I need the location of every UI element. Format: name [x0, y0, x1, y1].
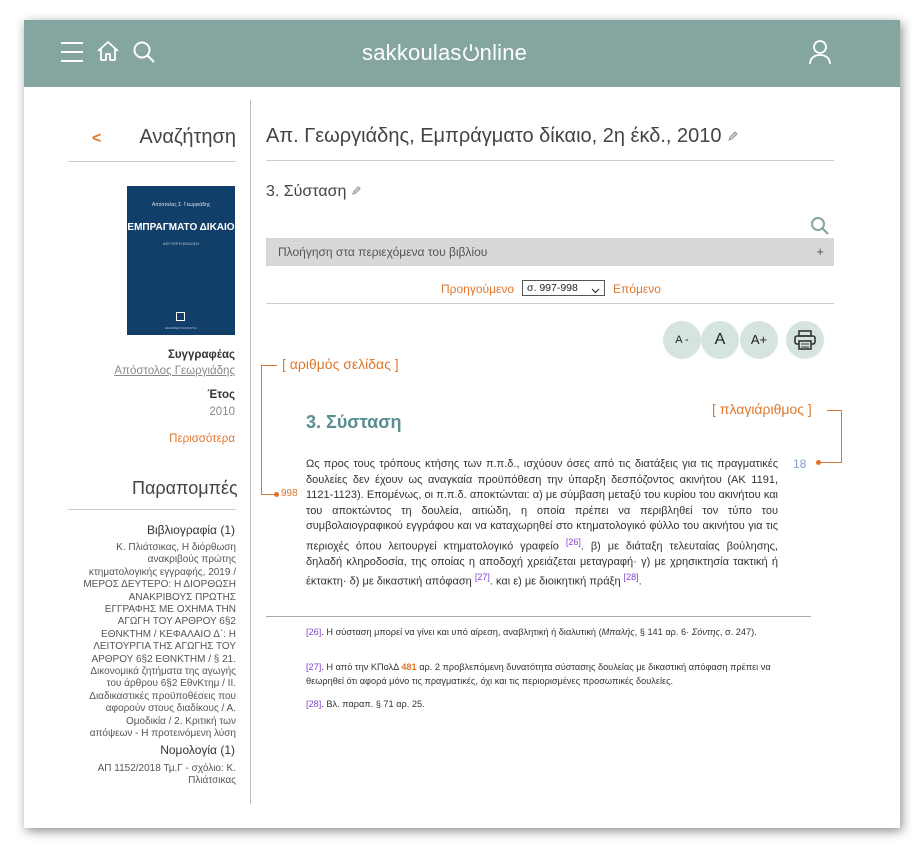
pencil-icon[interactable]	[351, 183, 362, 201]
cover-author: Απόστολος Σ. Γεωργιάδης	[151, 202, 211, 208]
author-link[interactable]: Απόστολος Γεωργιάδης	[114, 365, 235, 377]
annotation-line	[261, 365, 277, 366]
divider	[266, 160, 834, 161]
search-icon[interactable]	[132, 40, 156, 69]
bibliography-title[interactable]: Βιβλιογραφία (1)	[146, 523, 235, 537]
footnote-text: . Βλ. παραπ. § 71 αρ. 25.	[321, 699, 425, 709]
book-navigation-label: Πλοήγηση στα περιεχόμενα του βιβλίου	[278, 245, 488, 259]
page-select-value: σ. 997-998	[527, 282, 578, 294]
footnote-28	[306, 698, 806, 712]
footnote-label[interactable]: [27]	[306, 662, 322, 672]
footnote-26	[306, 626, 806, 640]
previous-link[interactable]: Προηγούμενο	[441, 282, 515, 296]
footnote-label[interactable]: [28]	[306, 699, 322, 709]
annotation-dot	[274, 492, 279, 497]
margin-number: 18	[793, 457, 807, 471]
footnote-ref-28[interactable]: [28]	[623, 572, 639, 583]
paragraph-text: Ως προς τους τρόπους κτήσης των π.π.δ., ισχύουν όσες από τις διατάξεις για τις πραγματικές δουλείες δεν έχουν ως αναγκαία προϋπόθεση την ύπαρξη δεσπόζοντος ακινήτου (ΑΚ 1191, 1121-1123). Επομένως, οι π.π.δ. αποκτώνται: α) με σύμβαση μεταξύ του κυρίου του ακινήτου και του αποκτώντος τη δουλεία, αιτιώδη, η οποία πρέπει να περιβληθεί τον τύπο του συμβολαιογραφικού εγγράφου και να καταχωρηθεί στο κτηματολογικό φύλλο του ακινήτου για τις περιοχές όπου λειτουργεί κτηματολογικό γραφείο	[306, 458, 778, 553]
logo-text-right: nline	[479, 40, 528, 65]
annotation-line	[819, 462, 842, 463]
cover-publisher: ΕΚΔΟΣΕΙΣ ΣΑΚΚΟΥΛΑ	[165, 326, 197, 330]
print-button[interactable]	[786, 321, 824, 359]
paragraph-text: .	[638, 575, 642, 588]
paragraph-text: . και ε) με διοικητική πράξη	[489, 575, 621, 588]
footnote-divider	[266, 616, 811, 617]
divider	[68, 509, 236, 510]
page-select[interactable]	[522, 280, 605, 296]
footnote-ref-26[interactable]: [26]	[565, 536, 581, 547]
page-number-annotation: [ αριθμός σελίδας ]	[282, 356, 399, 372]
footnote-label[interactable]: [26]	[306, 627, 322, 637]
font-decrease-button[interactable]: A -	[663, 321, 701, 359]
footnote-text: Σόντης	[691, 627, 720, 637]
next-link[interactable]: Επόμενο	[613, 282, 661, 296]
annotation-line	[827, 410, 842, 411]
user-icon[interactable]	[808, 39, 832, 70]
page-frame	[24, 20, 900, 828]
year-value: 2010	[209, 406, 235, 418]
sidebar-title: Αναζήτηση	[139, 126, 236, 148]
back-button[interactable]: <	[92, 130, 102, 147]
chevron-down-icon	[591, 284, 600, 298]
content-heading: 3. Σύσταση	[306, 412, 402, 432]
article-number[interactable]: 481	[401, 662, 417, 672]
case-law-text[interactable]: ΑΠ 1152/2018 Τμ.Γ - σχόλιο: Κ. Πλιάτσικας	[97, 763, 236, 787]
logo-text-left: sakkoulas	[362, 40, 462, 65]
footnote-text: . Η από την ΚΠολΔ	[321, 662, 399, 672]
cover-title: ΕΜΠΡΑΓΜΑΤΟ ΔΙΚΑΙΟ	[127, 222, 235, 233]
book-cover[interactable]	[127, 186, 235, 335]
annotation-line	[841, 410, 842, 463]
bibliography-text[interactable]: Κ. Πλιάτσικας, Η διόρθωση ανακριβούς πρώτης κτηματολογικής εγγραφής, 2019 / ΜΕΡΟΣ ΔΕΥΤΕΡΟ: Η ΔΙΟΡΘΩΣΗ ΑΝΑΚΡΙΒΟΥΣ ΠΡΩΤΗΣ ΕΓΓΡΑΦΗΣ ΜΕ ΟΧΗΜΑ ΤΗΝ ΑΓΩΓΗ ΤΟΥ ΑΡΘΡΟΥ 6§2 ΕΘΝΚΤΗΜ / ΚΕΦΑΛΑΙΟ Δ΄: Η ΛΕΙΤΟΥΡΓΙΑ ΤΗΣ ΑΓΩΓΗΣ ΤΟΥ ΑΡΘΡΟΥ 6§2 ΕΘΝΚΤΗΜ / § 21. Δικονομικά ζητήματα της αγωγής του άρθρου 6§2 ΕθνΚτημ / ΙΙ. Διαδικαστικές προϋποθέσεις που αφορούν στους διαδίκους / Α. Ομοδικία / 2. Κριτική των απόψεων - Η προτεινόμενη λύση	[83, 542, 236, 740]
year-label: Έτος	[207, 389, 235, 401]
case-law-title[interactable]: Νομολογία (1)	[160, 743, 235, 757]
expand-icon[interactable]: +	[816, 244, 824, 259]
content-paragraph	[306, 457, 778, 590]
pencil-icon[interactable]	[727, 125, 739, 148]
margin-number-annotation: [ πλαγιάριθμος ]	[712, 401, 812, 417]
home-icon[interactable]	[96, 39, 120, 68]
font-increase-button[interactable]: A+	[740, 321, 778, 359]
footnote-27	[306, 661, 806, 688]
book-title	[266, 125, 739, 148]
section-title	[266, 183, 362, 201]
logo[interactable]	[362, 40, 527, 66]
footnote-ref-27[interactable]: [27]	[474, 572, 490, 583]
references-title: Παραπομπές	[132, 478, 238, 498]
footnote-text: αρ. 2 προβλεπόμενη δυνατότητα σύστασης δουλείας με δικαστική απόφαση πρέπει να θεωρηθεί ότι αφορά μόνο τις πραγματικές, όχι και τις περιορισμένες προσωπικές δουλείες.	[306, 662, 771, 686]
annotation-dot	[816, 460, 821, 465]
book-title-text: Απ. Γεωργιάδης, Εμπράγματο δίκαιο, 2η έκδ., 2010	[266, 125, 722, 147]
power-icon	[462, 41, 480, 59]
divider	[266, 303, 834, 304]
section-title-text: 3. Σύσταση	[266, 183, 347, 201]
publisher-logo	[176, 312, 185, 321]
cover-subtitle: ΔΕΥΤΕΡΗ ΕΚΔΟΣΗ	[162, 241, 200, 246]
footnote-text: , § 141 αρ. 6·	[634, 627, 690, 637]
column-divider	[250, 100, 251, 804]
divider	[68, 161, 236, 162]
author-label: Συγγραφέας	[167, 349, 235, 361]
printer-icon	[794, 331, 816, 348]
footnote-text: , σ. 247).	[719, 627, 757, 637]
page-number: 998	[281, 488, 298, 499]
font-reset-button[interactable]: A	[701, 321, 739, 359]
footnote-text: Μπαλής	[601, 627, 635, 637]
paragraph-text: . β) με διάταξη τελευταίας βούλησης, δηλαδή κληροδοσία, της οποίας η αποδοχή χρειάζεται μεταγραφή· γ) με χρησικτησία τακτική ή έκτακτη· δ) με δικαστική απόφαση	[306, 540, 778, 588]
top-bar	[24, 20, 900, 87]
menu-icon[interactable]	[60, 41, 84, 68]
annotation-line	[261, 365, 262, 494]
more-link[interactable]: Περισσότερα	[169, 433, 235, 445]
footnote-text: . Η σύσταση μπορεί να γίνει και υπό αίρεση, αναβλητική ή διαλυτική (	[321, 627, 602, 637]
annotation-line	[261, 494, 275, 495]
book-navigation-bar[interactable]	[266, 238, 834, 266]
